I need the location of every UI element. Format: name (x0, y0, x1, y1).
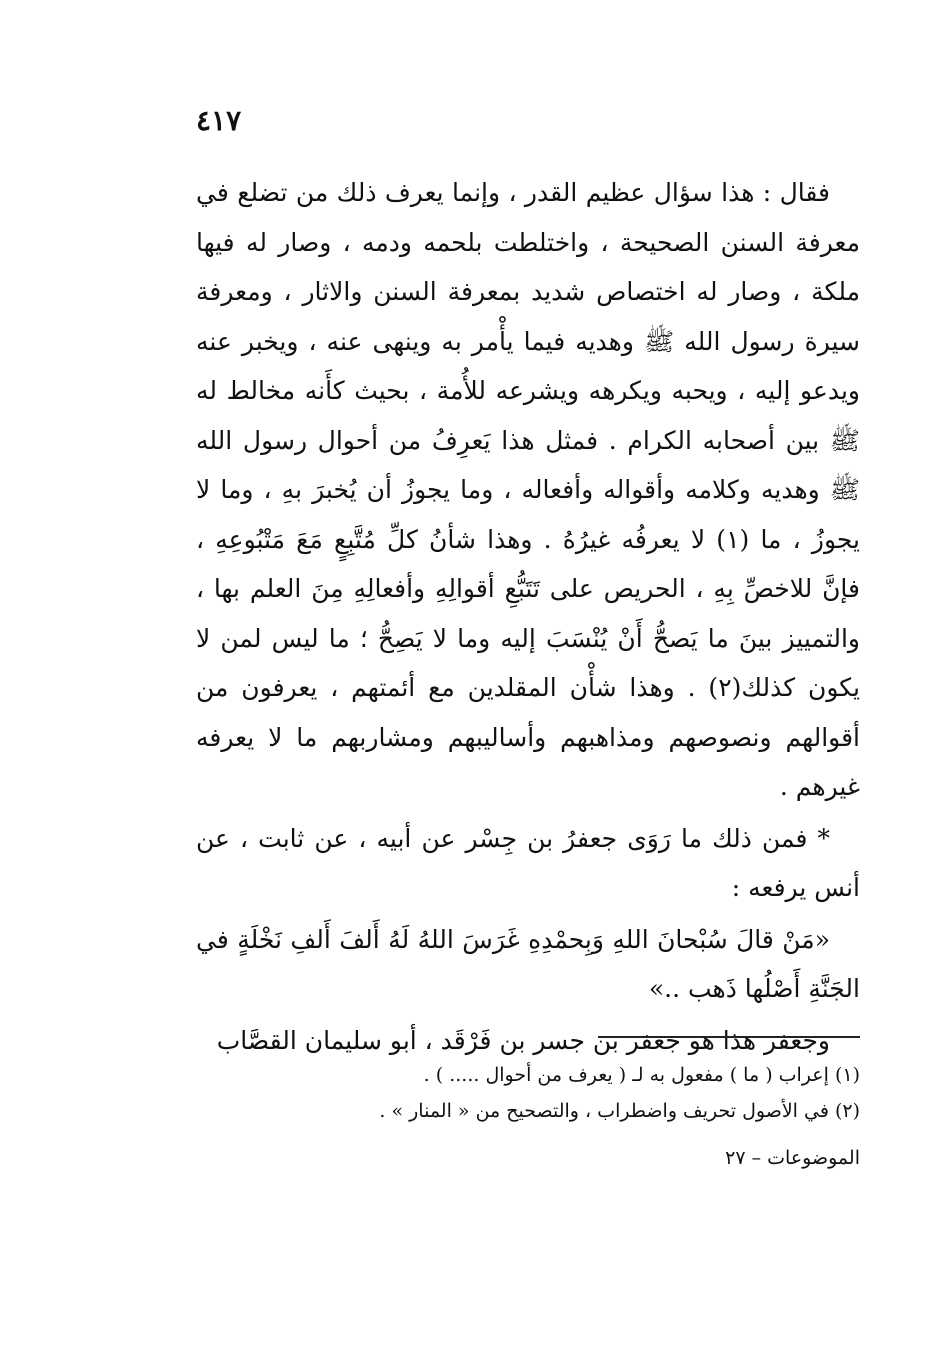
paragraph-hadith-quote: «مَنْ قالَ سُبْحانَ اللهِ وَبِحمْدِهِ غَرَسَ اللهُ لَهُ أَلفَ أَلفِ نَخْلَةٍ في الجَنَّةِ أَصْلُها ذَهب ..» (196, 924, 860, 1003)
footnote-2: (٢) في الأصول تحريف واضطراب ، والتصحيح من « المنار » . (379, 1100, 860, 1122)
body-text (196, 168, 860, 1065)
page-number: ٤١٧ (196, 104, 242, 137)
paragraph-hadith-intro: * فمن ذلك ما رَوَى جعفرُ بن جِسْر عن أبيه ، عن ثابت ، عن أنس يرفعه : (196, 823, 860, 902)
paragraph-narrator: وجعفر هذا هو جعفر بن جسر بن فَرْقَد ، أبو سليمان القصَّاب (216, 1025, 830, 1055)
paragraph-main: فقال : هذا سؤال عظيم القدر ، وإنما يعرف ذلك من تضلع في معرفة السنن الصحيحة ، واختلطت بلحمه ودمه ، وصار له فيها ملكة ، وصار له اختصاص شديد بمعرفة السنن والاثار ، ومعرفة سيرة رسول الله ﷺ وهديه فيما يأْمر به وينهى عنه ، ويخبر عنه ويدعو إليه ، ويحبه ويكرهه ويشرعه للأُمة ، بحيث كأَنه مخالط له ﷺ بين أصحابه الكرام . فمثل هذا يَعرِفُ من أحوال رسول الله ﷺ وهديه وكلامه وأقواله وأفعاله ، وما يجوزُ أن يُخبرَ بهِ ، وما لا يجوزُ ، ما (١) لا يعرفُه غيرُهُ . وهذا شأنُ كلِّ مُتَّبِعٍ مَعَ مَتْبُوعِهِ ، فإنَّ للاخصِّ بِهِ ، الحريص على تَتَبُّعِ أقوالِهِ وأفعالِهِ مِنَ العلم بها ، والتمييز بينَ ما يَصحُّ أَنْ يُنْسَبَ إليه وما لا يَصِحُّ ؛ ما ليس لمن لا يكون كذلك(٢) . وهذا شأْن المقلدين مع أئمتهم ، يعرفون من أقوالهم ونصوصهم ومذاهبهم وأساليبهم ومشاربهم ما لا يعرفه غيرهم . (196, 178, 861, 801)
footnote-separator (598, 1036, 860, 1038)
footnotes (196, 1057, 860, 1129)
footnote-1: (١) إعراب ( ما ) مفعول به لـ ( يعرف من أحوال ..... ) . (423, 1064, 860, 1086)
signature-mark: الموضوعات – ٢٧ (725, 1147, 860, 1169)
